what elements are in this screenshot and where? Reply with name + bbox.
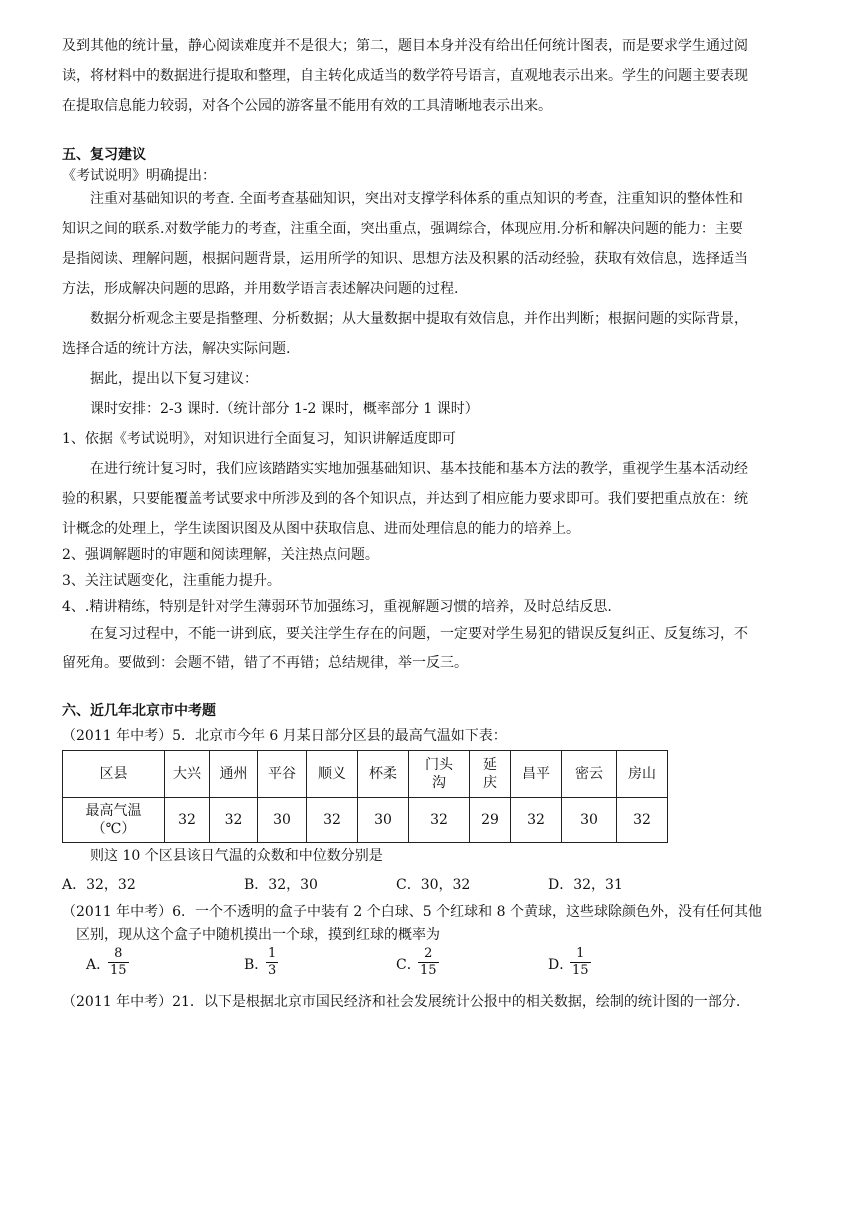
q6-option-a-fraction: $\frac{8}{15}$: [110, 946, 127, 978]
intro-line-1: 及到其他的统计量，静心阅读难度并不是很大；第二，题目本身并没有给出任何统计图表，而是要求学生通过阅: [62, 38, 748, 54]
paragraph-1-line-2: 知识之间的联系.对数学能力的考查，注重全面，突出重点，强调综合，体现应用.分析和解决问题的能力：主要: [62, 221, 743, 237]
question-5-stem: （2011 年中考）5．北京市今年 6 月某日部分区县的最高气温如下表：: [62, 728, 507, 744]
table-cell-district: 昌平: [511, 751, 562, 798]
table-cell-district: 平谷: [258, 751, 307, 798]
paragraph-1-line-4: 方法，形成解决问题的思路，并用数学语言表述解决问题的过程.: [62, 281, 459, 297]
paragraph-6-line-2: 留死角。要做到：会题不错，错了不再错；总结规律，举一反三。: [62, 655, 468, 671]
table-cell-temp: 30: [358, 798, 409, 843]
table-cell-temp: 32: [511, 798, 562, 843]
q6-option-c-fraction: $\frac{2}{15}$: [420, 946, 437, 978]
table-cell-temp: 32: [409, 798, 470, 843]
paragraph-6-line-1: 在复习过程中，不能一讲到底，要关注学生存在的问题，一定要对学生易犯的错误反复纠正、反复练习，不: [90, 626, 748, 642]
table-cell-district: 门头 沟: [409, 751, 470, 798]
paragraph-5-line-2: 验的积累，只要能覆盖考试要求中所涉及到的各个知识点，并达到了相应能力要求即可。我们要把重点放在：统: [62, 491, 748, 507]
q5-option-a: A．32，32: [62, 877, 136, 893]
paragraph-1-line-1: 注重对基础知识的考查. 全面考查基础知识，突出对支撑学科体系的重点知识的考查，注重知识的整体性和: [90, 191, 743, 207]
table-cell-district: 房山: [617, 751, 668, 798]
section-heading-review: 五、复习建议: [62, 147, 146, 163]
question-6-stem-line-1: （2011 年中考）6．一个不透明的盒子中装有 2 个白球、5 个红球和 8 个黄球，这些球除颜色外，没有任何其他: [62, 904, 762, 920]
table-row: [63, 798, 668, 843]
table-cell-district: 通州: [210, 751, 258, 798]
q6-option-b-label: B．: [244, 957, 269, 973]
paragraph-1-line-3: 是指阅读、理解问题，根据问题背景，运用所学的知识、思想方法及积累的活动经验，获取有效信息，选择适当: [62, 251, 748, 267]
q5-option-b: B．32，30: [244, 877, 318, 893]
table-cell-temp: 30: [562, 798, 617, 843]
table-cell-temp: 32: [307, 798, 358, 843]
q5-option-d: D．32，31: [548, 877, 623, 893]
table-cell-temp: 29: [470, 798, 511, 843]
paragraph-5-line-3: 计概念的处理上，学生读图识图及从图中获取信息、进而处理信息的能力的培养上。: [62, 521, 580, 537]
q6-option-d-fraction: $\frac{1}{15}$: [572, 946, 589, 978]
table-row: [63, 751, 668, 798]
exam-guide-intro: 《考试说明》明确提出：: [62, 168, 216, 184]
suggestion-item-4: 4、.精讲精练，特别是针对学生薄弱环节加强练习，重视解题习惯的培养，及时总结反思.: [62, 599, 612, 615]
question-6-stem-line-2: 区别，现从这个盒子中随机摸出一个球，摸到红球的概率为: [76, 927, 440, 943]
table-cell-district: 顺义: [307, 751, 358, 798]
q6-option-a-label: A．: [86, 957, 111, 973]
paragraph-2-line-1: 数据分析观念主要是指整理、分析数据；从大量数据中提取有效信息，并作出判断；根据问题的实际背景，: [90, 311, 748, 327]
suggestion-item-3: 3、关注试题变化，注重能力提升。: [62, 573, 281, 589]
class-hours: 课时安排：2-3 课时.（统计部分 1-2 课时，概率部分 1 课时）: [90, 401, 479, 417]
suggestion-item-1: 1、依据《考试说明》，对知识进行全面复习，知识讲解适度即可: [62, 431, 456, 447]
suggestion-item-2: 2、强调解题时的审题和阅读理解，关注热点问题。: [62, 547, 379, 563]
question-21-stem: （2011 年中考）21．以下是根据北京市国民经济和社会发展统计公报中的相关数据，绘制的统计图的一部分.: [62, 994, 741, 1010]
table-cell-temp: 30: [258, 798, 307, 843]
paragraph-5-line-1: 在进行统计复习时，我们应该踏踏实实地加强基础知识、基本技能和基本方法的教学，重视学生基本活动经: [90, 461, 748, 477]
paragraph-3: 据此，提出以下复习建议：: [90, 371, 258, 387]
table-cell-temp: 32: [165, 798, 210, 843]
paragraph-2-line-2: 选择合适的统计方法，解决实际问题.: [62, 341, 291, 357]
table-cell-temp: 32: [210, 798, 258, 843]
intro-line-3: 在提取信息能力较弱，对各个公园的游客量不能用有效的工具清晰地表示出来。: [62, 98, 552, 114]
question-5-prompt: 则这 10 个区县该日气温的众数和中位数分别是: [90, 848, 383, 864]
section-heading-exam-questions: 六、近几年北京市中考题: [62, 703, 216, 719]
temperature-table: [62, 750, 668, 843]
q6-option-c-label: C．: [396, 957, 421, 973]
table-cell-district: 延 庆: [470, 751, 511, 798]
table-header-district: 区县: [63, 751, 165, 798]
table-cell-district: 杯柔: [358, 751, 409, 798]
table-cell-district: 大兴: [165, 751, 210, 798]
intro-line-2: 读，将材料中的数据进行提取和整理，自主转化成适当的数学符号语言，直观地表示出来。学生的问题主要表现: [62, 68, 748, 84]
q5-option-c: C．30，32: [396, 877, 471, 893]
q6-option-b-fraction: $\frac{1}{3}$: [268, 946, 277, 978]
table-cell-district: 密云: [562, 751, 617, 798]
table-header-max-temp: 最高气温 （℃）: [63, 798, 165, 843]
q6-option-d-label: D．: [548, 957, 574, 973]
table-cell-temp: 32: [617, 798, 668, 843]
